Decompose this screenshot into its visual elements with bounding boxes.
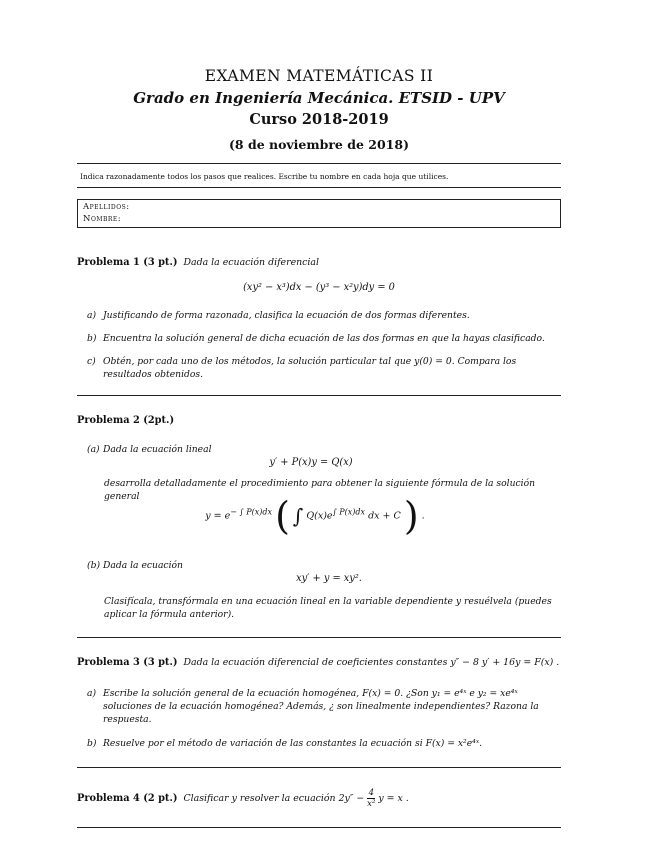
- item-text: Obtén, por cada uno de los métodos, la solución particular tal que y(0) = 0. Compara los resultados obtenidos.: [103, 356, 517, 380]
- item-label: c): [87, 356, 96, 367]
- problem-3-item-b: [87, 737, 561, 750]
- problem-4-heading: [77, 788, 561, 809]
- item-label: a): [87, 310, 97, 321]
- problem-1-item-a: [87, 309, 561, 322]
- problem-1-item-b: [87, 332, 561, 345]
- problem-1-equation: (xy² − x³)dx − (y³ − x²y)dy = 0: [243, 282, 395, 293]
- problem-4-statement: Clasificar y resolver la ecuación 2y″ −: [183, 793, 365, 804]
- instructions: Indica razonadamente todos los pasos que realices. Escribe tu nombre en cada hoja que utilices.: [80, 172, 449, 181]
- surname-label: Apellidos:: [83, 202, 130, 212]
- problem-2-heading: [77, 415, 561, 426]
- problem-4-statement-end: y = x .: [378, 793, 409, 804]
- formula-lhs: y = e: [205, 510, 231, 522]
- problem-1-label: Problema 1 (3 pt.): [77, 257, 178, 268]
- problem-1-statement: Dada la ecuación diferencial: [183, 257, 319, 268]
- item-text: Resuelve por el método de variación de las constantes la ecuación si F(x) = x²e⁴ˣ.: [103, 738, 483, 749]
- item-label: b): [87, 333, 97, 344]
- general-solution-formula: $y = e^{- \int P(x)dx}$ ( ∫ $Q(x)e^{\int P(x)dx}$ dx + C ) .: [205, 494, 425, 538]
- item-text: Dada la ecuación lineal: [103, 444, 212, 455]
- problem-2-item-a: [87, 443, 561, 456]
- item-label: (a): [87, 444, 100, 455]
- divider: [77, 637, 561, 638]
- problem-1-heading: [77, 257, 561, 268]
- item-text: Escribe la solución general de la ecuación homogénea, F(x) = 0. ¿Son y₁ = e⁴ˣ e y₂ = xe⁴ˣ soluciones de la ecuación homogénea? Además, ¿ son linealmente independientes? Razona la respuesta.: [103, 688, 539, 725]
- problem-2b-equation: xy′ + y = xy².: [296, 573, 362, 584]
- formula-inner: Q(x)e: [306, 510, 333, 522]
- item-text: desarrolla detalladamente el procedimiento para obtener la siguiente fórmula de la solución general: [104, 478, 536, 502]
- item-label: b): [87, 738, 97, 749]
- problem-2-item-b: [87, 559, 561, 572]
- problem-3-heading: [77, 657, 561, 668]
- item-label: a): [87, 688, 97, 699]
- left-paren: (: [275, 494, 290, 538]
- name-label: Nombre:: [83, 214, 122, 224]
- fraction-numerator: 4: [368, 788, 374, 798]
- problem-2-label: Problema 2 (2pt.): [77, 415, 175, 426]
- divider: [77, 827, 561, 828]
- divider: [77, 163, 561, 164]
- item-text: Encuentra la solución general de dicha ecuación de las dos formas en que la hayas clasificado.: [103, 333, 545, 344]
- problem-3-statement: Dada la ecuación diferencial de coeficientes constantes y″ − 8 y′ + 16y = F(x) .: [183, 657, 560, 668]
- divider: [77, 187, 561, 188]
- item-label: (b): [87, 560, 101, 571]
- formula-exponent-1: − ∫ P(x)dx: [230, 507, 273, 517]
- problem-2b-followup: [104, 595, 561, 621]
- integral-sign: ∫: [292, 504, 304, 528]
- course-year: Curso 2018-2019: [249, 111, 389, 128]
- fraction-denominator: x²: [367, 799, 376, 809]
- problem-3-item-a: [87, 687, 561, 726]
- name-box: [77, 199, 561, 228]
- divider: [77, 767, 561, 768]
- item-text: Clasifícala, transfórmala en una ecuación lineal en la variable dependiente y resuélvela (puedes aplicar la fórmula anterior).: [104, 596, 552, 620]
- problem-1-item-c: [87, 355, 561, 381]
- item-text: Dada la ecuación: [103, 560, 183, 571]
- divider: [77, 395, 561, 396]
- formula-tail: dx + C: [368, 510, 401, 522]
- exam-title: EXAMEN MATEMÁTICAS II: [204, 67, 434, 85]
- problem-3-label: Problema 3 (3 pt.): [77, 657, 178, 668]
- problem-4-label: Problema 4 (2 pt.): [77, 793, 178, 804]
- fraction: [367, 788, 375, 809]
- problem-2a-equation: y′ + P(x)y = Q(x): [269, 457, 353, 468]
- item-text: Justificando de forma razonada, clasifica la ecuación de dos formas diferentes.: [103, 310, 470, 321]
- formula-exponent-2: ∫ P(x)dx: [332, 507, 366, 517]
- right-paren: ): [403, 494, 419, 538]
- exam-date: (8 de noviembre de 2018): [228, 137, 409, 152]
- degree-subtitle: Grado en Ingeniería Mecánica. ETSID - UPV: [133, 89, 505, 107]
